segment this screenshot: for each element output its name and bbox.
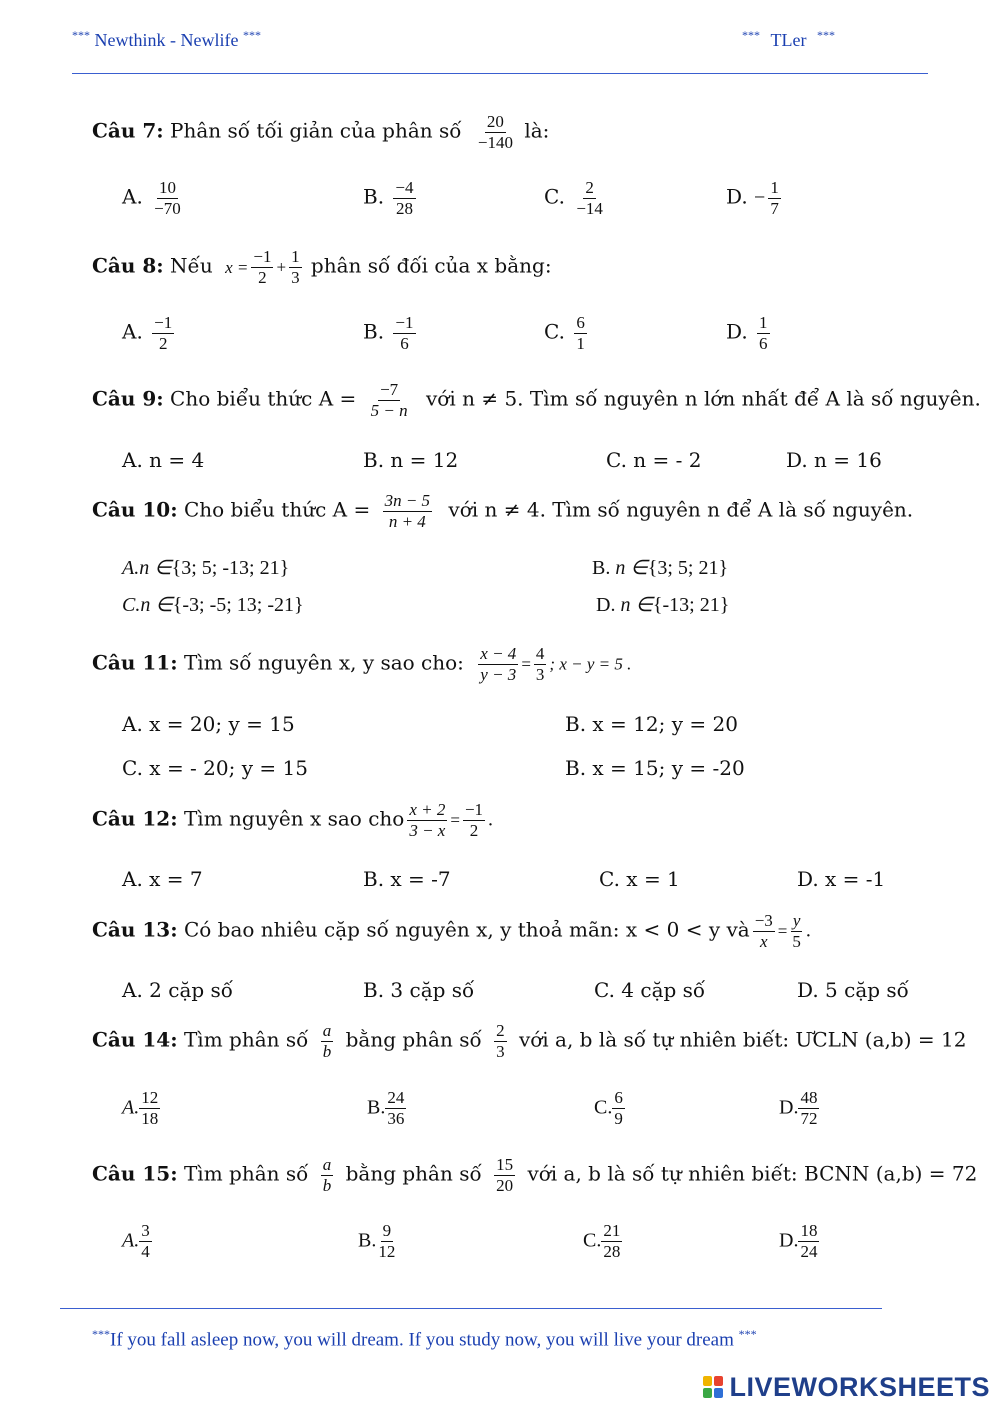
fraction	[534, 644, 547, 684]
fraction-denominator: 1	[576, 333, 585, 353]
option-letter: D.	[596, 594, 616, 616]
fraction-numerator: 3	[141, 1221, 150, 1240]
question-13	[92, 911, 811, 951]
question-14	[92, 1021, 966, 1061]
fraction-denominator: 24	[800, 1241, 818, 1261]
minus-sign: −	[754, 186, 766, 209]
option-letter: C.	[583, 1229, 602, 1252]
question-text: Nếu	[170, 253, 213, 278]
question-8	[92, 247, 552, 287]
question-label: Câu 8:	[92, 253, 164, 278]
fraction-numerator: 10	[158, 178, 176, 197]
option-a[interactable]: A. x = 20; y = 15	[122, 712, 295, 736]
option-d[interactable]: B. x = 15; y = -20	[565, 756, 745, 780]
option-b[interactable]: B. n = 12	[363, 448, 459, 472]
question-text: Phân số tối giản của phân số	[170, 118, 462, 143]
fraction-numerator: 21	[603, 1221, 621, 1240]
fraction-numerator: 15	[496, 1155, 514, 1174]
math-expression: ; x − y = 5 .	[549, 654, 632, 674]
fraction-numerator: 1	[759, 313, 768, 332]
option-c[interactable]	[544, 178, 608, 218]
option-a[interactable]: A. n = 4	[122, 448, 205, 472]
fraction-numerator: −1	[395, 313, 414, 332]
fraction	[369, 380, 410, 420]
option-a[interactable]: A. 2 cặp số	[122, 978, 234, 1002]
fraction-denominator: 72	[800, 1108, 818, 1128]
fraction	[790, 911, 803, 951]
option-d[interactable]: D. n = 16	[786, 448, 882, 472]
option-letter: B.	[592, 557, 611, 579]
set-values: {-13; 21}	[652, 594, 730, 616]
fraction-denominator: x	[759, 931, 768, 951]
fraction	[478, 644, 518, 684]
set-values: {-3; -5; 13; -21}	[172, 594, 304, 616]
option-d[interactable]	[726, 178, 784, 218]
option-letter: C.	[594, 1096, 613, 1119]
question-text: với a, b là số tự nhiên biết: BCNN (a,b) = 72	[527, 1161, 978, 1186]
fraction-numerator: 48	[800, 1088, 818, 1107]
fraction-denominator: 7	[770, 198, 779, 218]
equals-sign: =	[777, 921, 788, 941]
option-a[interactable]	[122, 178, 186, 218]
fraction-denominator: 20	[496, 1175, 514, 1195]
option-b[interactable]	[367, 1088, 409, 1128]
question-text: bằng phân số	[345, 1027, 482, 1052]
set-values: {3; 5; 21}	[647, 557, 729, 579]
option-letter: B.	[363, 319, 385, 344]
option-letter: A.	[122, 319, 143, 344]
fraction-denominator: 28	[395, 198, 413, 218]
fraction-numerator: y	[792, 911, 801, 930]
option-letter: D.	[779, 1096, 799, 1119]
plus-sign: +	[276, 257, 287, 277]
math-expression: n ∈	[140, 594, 173, 616]
option-b[interactable]	[363, 313, 419, 353]
option-c[interactable]	[583, 1221, 625, 1261]
logo-icon	[703, 1376, 725, 1400]
option-a[interactable]	[122, 1221, 155, 1261]
question-10	[92, 491, 913, 531]
option-letter: A.	[122, 1096, 140, 1119]
fraction-denominator: −140	[477, 132, 513, 152]
fraction	[139, 1088, 160, 1128]
header-left	[72, 28, 261, 51]
footer-divider	[60, 1308, 882, 1309]
fraction-denominator: 5	[792, 931, 801, 951]
fraction-numerator: −7	[380, 380, 399, 399]
question-15	[92, 1155, 977, 1195]
option-c[interactable]: C. x = - 20; y = 15	[122, 756, 308, 780]
math-expression: n ∈	[139, 557, 172, 579]
fraction-denominator: 3	[535, 664, 545, 684]
option-b[interactable]: B. x = 12; y = 20	[565, 712, 738, 736]
option-c[interactable]	[122, 592, 304, 617]
question-text: Tìm nguyên x sao cho	[183, 806, 405, 831]
fraction-numerator: a	[322, 1155, 332, 1174]
fraction-numerator: 1	[770, 178, 779, 197]
period: .	[805, 919, 811, 942]
option-letter: C.	[544, 319, 565, 344]
fraction-denominator: 28	[603, 1241, 621, 1261]
option-b[interactable]	[358, 1221, 400, 1261]
question-label: Câu 13:	[92, 917, 178, 942]
set-values: {3; 5; -13; 21}	[171, 557, 290, 579]
option-letter: A.	[122, 557, 140, 579]
footer-stars: ***	[92, 1327, 110, 1341]
header-stars: ***	[742, 28, 760, 42]
question-text: bằng phân số	[345, 1161, 482, 1186]
option-d[interactable]	[779, 1221, 822, 1261]
option-d[interactable]: D. x = -1	[797, 867, 886, 891]
fraction	[768, 178, 781, 218]
fraction-numerator: x + 2	[409, 800, 446, 819]
fraction-denominator: 6	[400, 333, 409, 353]
fraction-denominator: 6	[759, 333, 768, 353]
fraction-numerator: 4	[535, 644, 545, 663]
footer-quote	[92, 1327, 757, 1351]
question-text: với a, b là số tự nhiên biết: ƯCLN (a,b) = 12	[518, 1027, 967, 1052]
fraction	[494, 1155, 515, 1195]
math-expression: n ∈	[620, 594, 653, 616]
question-label: Câu 10:	[92, 497, 178, 522]
option-letter: B.	[367, 1096, 386, 1119]
question-12	[92, 800, 493, 840]
fraction	[601, 1221, 622, 1261]
header-right	[742, 28, 835, 51]
fraction	[574, 178, 605, 218]
fraction-numerator: −3	[754, 911, 773, 930]
fraction	[574, 313, 587, 353]
fraction	[139, 1221, 152, 1261]
fraction-denominator: 9	[614, 1108, 623, 1128]
fraction-denominator: 3	[496, 1041, 505, 1061]
fraction	[385, 1088, 406, 1128]
fraction-denominator: b	[322, 1041, 332, 1061]
header-right-text: TLer	[770, 30, 807, 50]
fraction-denominator: 2	[258, 267, 267, 287]
fraction	[321, 1155, 334, 1195]
question-text: Cho biểu thức A =	[170, 386, 357, 411]
fraction	[757, 313, 770, 353]
question-9	[92, 380, 981, 420]
fraction-denominator: 2	[158, 333, 168, 353]
fraction	[798, 1221, 819, 1261]
fraction-numerator: −1	[154, 313, 173, 332]
option-c[interactable]: C. n = - 2	[606, 448, 702, 472]
fraction-numerator: 2	[496, 1021, 505, 1040]
header-stars: ***	[816, 28, 835, 42]
fraction	[152, 313, 174, 353]
option-letter: D.	[779, 1229, 799, 1252]
fraction	[251, 247, 273, 287]
question-label: Câu 7:	[92, 118, 164, 143]
fraction	[798, 1088, 819, 1128]
option-letter: C.	[122, 594, 141, 616]
fraction	[321, 1021, 334, 1061]
question-7	[92, 112, 549, 152]
fraction-numerator: 6	[614, 1088, 623, 1107]
fraction-numerator: x − 4	[480, 644, 517, 663]
option-d[interactable]	[596, 592, 729, 617]
fraction	[393, 313, 415, 353]
fraction	[407, 800, 447, 840]
fraction-denominator: 3 − x	[409, 820, 446, 840]
fraction-denominator: −70	[154, 198, 181, 218]
question-11	[92, 644, 631, 684]
liveworksheets-logo[interactable]	[703, 1372, 990, 1403]
question-text: với n ≠ 5. Tìm số nguyên n lớn nhất để A là số nguyên.	[426, 386, 981, 411]
fraction-numerator: 2	[585, 178, 594, 197]
option-letter: A.	[122, 1229, 140, 1252]
fraction	[393, 178, 415, 218]
fraction-denominator: 5 − n	[370, 400, 408, 420]
fraction-denominator: 36	[387, 1108, 405, 1128]
fraction-denominator: 3	[291, 267, 300, 287]
fraction-numerator: 1	[291, 247, 300, 266]
question-text: Có bao nhiêu cặp số nguyên x, y thoả mãn: x < 0 < y và	[183, 917, 750, 942]
fraction-denominator: 2	[469, 820, 479, 840]
fraction-numerator: 12	[141, 1088, 159, 1107]
question-text: Tìm phân số	[183, 1027, 309, 1052]
fraction-numerator: 18	[800, 1221, 818, 1240]
header-stars: ***	[72, 28, 90, 42]
option-b[interactable]: B. x = -7	[363, 867, 451, 891]
option-c[interactable]: C. x = 1	[599, 867, 680, 891]
fraction-denominator: 4	[141, 1241, 150, 1261]
fraction	[494, 1021, 507, 1061]
question-text: là:	[524, 118, 550, 143]
question-label: Câu 14:	[92, 1027, 178, 1052]
option-c[interactable]	[594, 1088, 628, 1128]
option-a[interactable]: A. x = 7	[122, 867, 203, 891]
option-b[interactable]: B. 3 cặp số	[363, 978, 475, 1002]
math-expression: n ∈	[615, 557, 648, 579]
fraction	[463, 800, 485, 840]
question-label: Câu 9:	[92, 386, 164, 411]
fraction-denominator: b	[322, 1175, 332, 1195]
fraction-numerator: a	[322, 1021, 332, 1040]
option-c[interactable]: C. 4 cặp số	[594, 978, 706, 1002]
fraction	[152, 178, 183, 218]
fraction-denominator: y − 3	[480, 664, 517, 684]
option-c[interactable]	[544, 313, 590, 353]
math-expression: x =	[225, 257, 249, 277]
option-b[interactable]	[363, 178, 419, 218]
option-letter: A.	[122, 184, 143, 209]
option-b[interactable]	[592, 555, 728, 580]
option-letter: C.	[544, 184, 565, 209]
question-label: Câu 15:	[92, 1161, 178, 1186]
fraction-numerator: −1	[253, 247, 272, 266]
footer-text: If you fall asleep now, you will dream. If you study now, you will live your dream	[110, 1329, 734, 1351]
question-text: Cho biểu thức A =	[183, 497, 371, 522]
fraction	[612, 1088, 625, 1128]
fraction	[753, 911, 775, 951]
option-d[interactable]	[726, 313, 773, 353]
logo-text: LIVEWORKSHEETS	[729, 1372, 990, 1402]
fraction-denominator: 12	[378, 1241, 396, 1261]
fraction-denominator: 18	[141, 1108, 159, 1128]
question-text: Tìm phân số	[183, 1161, 309, 1186]
option-letter: D.	[726, 319, 748, 344]
fraction	[376, 1221, 397, 1261]
header-divider	[72, 73, 928, 74]
option-a[interactable]	[122, 555, 289, 580]
option-a[interactable]	[122, 1088, 163, 1128]
fraction-numerator: 24	[387, 1088, 405, 1107]
fraction-numerator: 9	[382, 1221, 392, 1240]
option-letter: B.	[358, 1229, 377, 1252]
question-text: phân số đối của x bằng:	[310, 253, 552, 278]
fraction-denominator: n + 4	[388, 511, 426, 531]
question-text: Tìm số nguyên x, y sao cho:	[183, 650, 464, 675]
fraction	[476, 112, 515, 152]
header-left-text: Newthink - Newlife	[94, 30, 239, 50]
question-label: Câu 11:	[92, 650, 178, 675]
footer-stars: ***	[738, 1327, 757, 1341]
fraction	[289, 247, 302, 287]
equals-sign: =	[521, 654, 531, 674]
option-d[interactable]	[779, 1088, 822, 1128]
fraction-numerator: 3n − 5	[384, 491, 431, 510]
fraction-numerator: 20	[486, 112, 504, 131]
fraction	[383, 491, 432, 531]
header-stars: ***	[242, 28, 261, 42]
fraction-numerator: −1	[464, 800, 484, 819]
fraction-numerator: −4	[395, 178, 414, 197]
option-letter: B.	[363, 184, 385, 209]
fraction-numerator: 6	[576, 313, 585, 332]
option-a[interactable]	[122, 313, 177, 353]
fraction-denominator: −14	[576, 198, 603, 218]
option-d[interactable]: D. 5 cặp số	[797, 978, 909, 1002]
question-text: với n ≠ 4. Tìm số nguyên n để A là số nguyên.	[448, 497, 914, 522]
question-label: Câu 12:	[92, 806, 178, 831]
option-letter: D.	[726, 184, 748, 209]
period: .	[488, 808, 494, 831]
equals-sign: =	[450, 810, 460, 830]
